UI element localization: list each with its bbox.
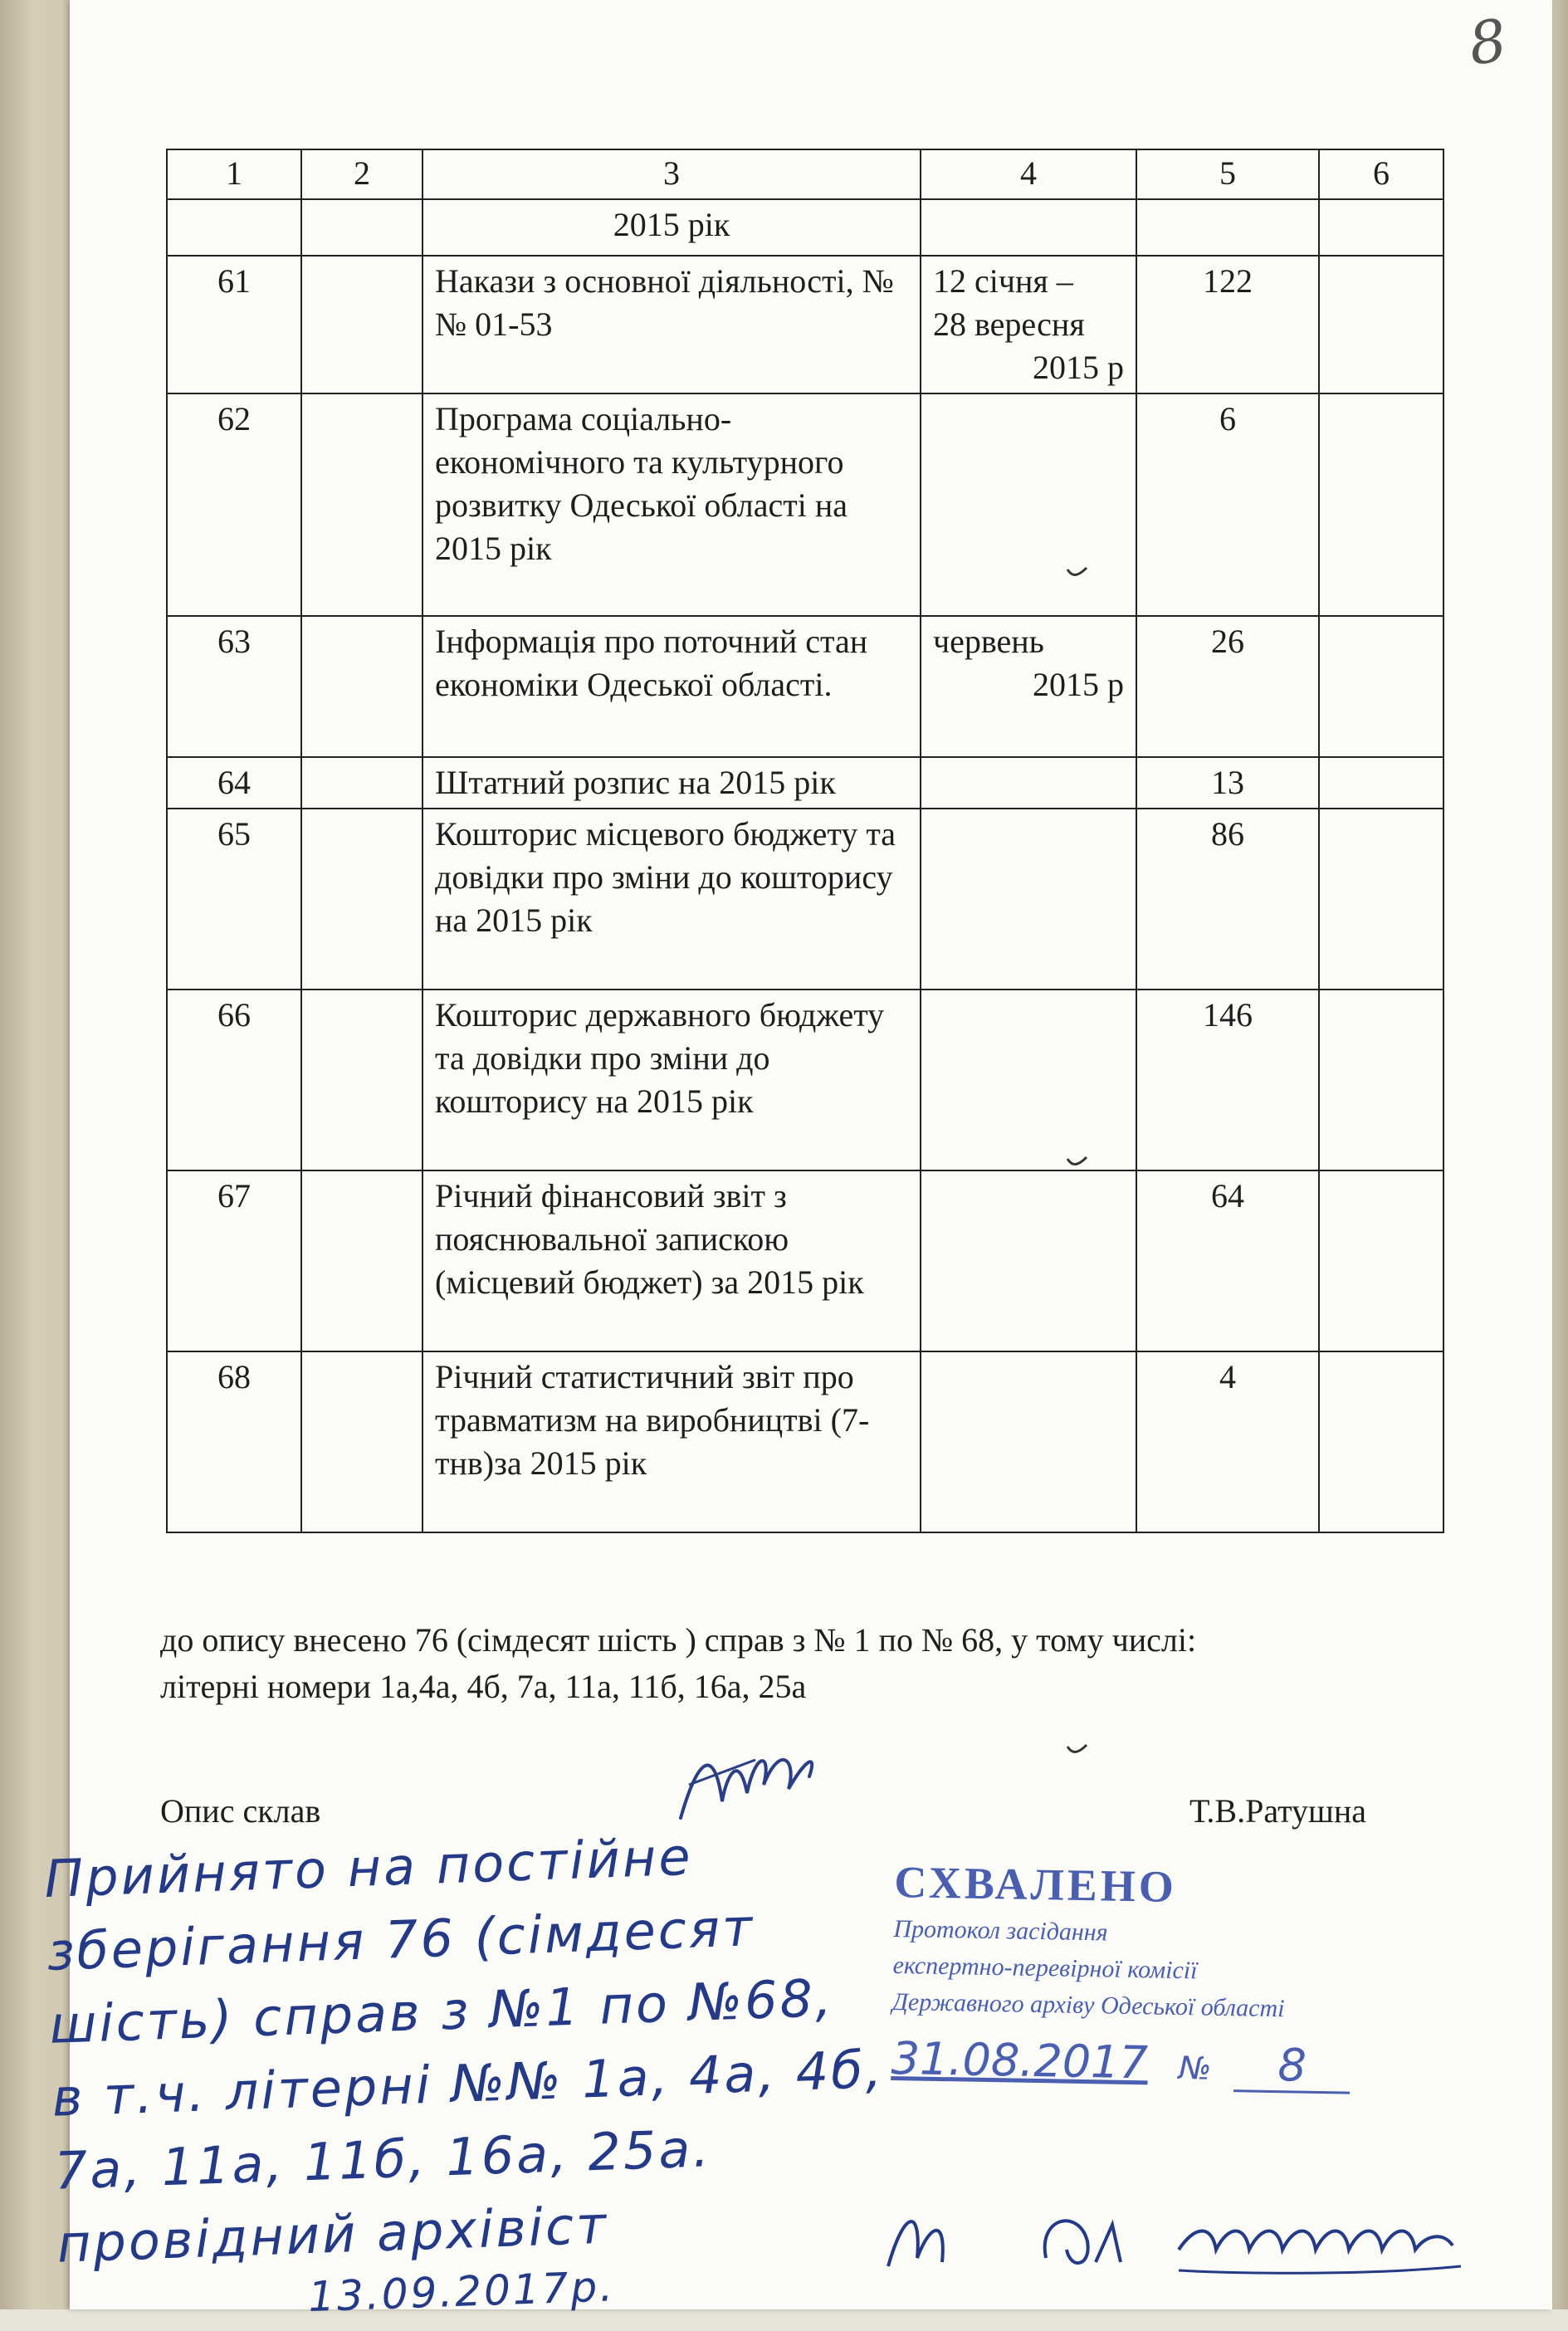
handwritten-line: Прийнято на постійне xyxy=(43,1825,694,1909)
case-title: Річний статистичний звіт про травматизм на виробництві (7-тнв)за 2015 рік xyxy=(423,1351,921,1532)
sheet-count: 122 xyxy=(1136,256,1319,393)
case-title: Кошторис державного бюджету та довідки про зміни до кошторису на 2015 рік xyxy=(423,990,921,1170)
sheet-count: 86 xyxy=(1136,809,1319,990)
sheet-count: 6 xyxy=(1136,393,1319,616)
case-number: 62 xyxy=(167,393,301,616)
index-cell xyxy=(301,757,423,809)
case-number: 67 xyxy=(167,1170,301,1351)
sheet-count: 13 xyxy=(1136,757,1319,809)
sheet-count: 26 xyxy=(1136,616,1319,757)
table-row xyxy=(167,1351,1443,1532)
note-cell xyxy=(1319,990,1443,1170)
case-title: Річний фінансовий звіт з пояснювальної запискою (місцевий бюджет) за 2015 рік xyxy=(423,1170,921,1351)
case-title: Програма соціально-економічного та культурного розвитку Одеської області на 2015 рік xyxy=(423,393,921,616)
stamp-number-label: № xyxy=(1178,2050,1212,2087)
table-row xyxy=(167,393,1443,616)
case-dates xyxy=(921,809,1136,990)
handwritten-date: 13.09.2017р. xyxy=(307,2262,616,2322)
case-number: 63 xyxy=(167,616,301,757)
table-row xyxy=(167,1170,1443,1351)
index-cell xyxy=(301,393,423,616)
check-mark-icon xyxy=(1065,1742,1090,1758)
stamp-line: Протокол засідання xyxy=(893,1914,1108,1947)
table-row xyxy=(167,809,1443,990)
stamp-line: експертно-перевірної комісії xyxy=(892,1951,1198,1985)
check-mark-icon xyxy=(1065,1154,1090,1170)
case-title: Штатний розпис на 2015 рік xyxy=(423,757,921,809)
table-row xyxy=(167,990,1443,1170)
case-title: Кошторис місцевого бюджету та довідки про зміни до кошторису на 2015 рік xyxy=(423,809,921,990)
inventory-table xyxy=(166,149,1444,1533)
note-cell xyxy=(1319,1351,1443,1532)
index-cell xyxy=(301,256,423,393)
case-dates xyxy=(921,990,1136,1170)
year-heading-row xyxy=(167,199,1443,256)
case-title: Інформація про поточний стан економіки Одеської області. xyxy=(423,616,921,757)
handwritten-acceptance-note xyxy=(43,1815,886,2330)
case-number: 68 xyxy=(167,1351,301,1532)
sheet-count: 146 xyxy=(1136,990,1319,1170)
column-header: 3 xyxy=(423,149,921,199)
column-header: 4 xyxy=(921,149,1136,199)
note-cell xyxy=(1319,809,1443,990)
date-line: 28 вересня xyxy=(933,305,1085,343)
note-cell xyxy=(1319,393,1443,616)
case-dates xyxy=(921,1170,1136,1351)
index-cell xyxy=(301,616,423,757)
table-row xyxy=(167,757,1443,809)
handwritten-line: 7а, 11а, 11б, 16а, 25а. xyxy=(53,2118,713,2202)
case-number: 61 xyxy=(167,256,301,393)
signer-name: Т.В.Ратушна xyxy=(1189,1792,1366,1830)
table-row xyxy=(167,256,1443,393)
case-dates xyxy=(921,616,1136,757)
case-dates xyxy=(921,757,1136,809)
summary-note xyxy=(160,1617,1455,1710)
case-title: Накази з основної діяльності, №№ 01-53 xyxy=(423,256,921,393)
archivist-signature xyxy=(880,2192,1561,2283)
column-header: 1 xyxy=(167,149,301,199)
handwritten-line: провідний архівіст xyxy=(56,2194,610,2275)
summary-line-1: до опису внесено 76 (сімдесят шість ) справ з № 1 по № 68, у тому числі: xyxy=(160,1621,1197,1659)
note-cell xyxy=(1319,1170,1443,1351)
case-number: 66 xyxy=(167,990,301,1170)
date-line: червень xyxy=(933,623,1044,660)
handwritten-line: в т.ч. літерні №№ 1а, 4а, 4б, xyxy=(51,2038,886,2128)
case-number: 65 xyxy=(167,809,301,990)
date-line: 2015 р xyxy=(1033,349,1124,386)
table-row xyxy=(167,616,1443,757)
year-heading: 2015 рік xyxy=(423,199,921,256)
stamp-line: Державного архіву Одеської області xyxy=(891,1987,1285,2023)
summary-line-2: літерні номери 1а,4а, 4б, 7а, 11а, 11б, 16а, 25а xyxy=(160,1668,807,1705)
index-cell xyxy=(301,1351,423,1532)
stamp-title: СХВАЛЕНО xyxy=(893,1856,1178,1912)
stamp-date: 31.08.2017 xyxy=(891,2031,1149,2089)
index-cell xyxy=(301,809,423,990)
check-mark-icon xyxy=(1065,564,1090,581)
case-dates xyxy=(921,1351,1136,1532)
table-header-row xyxy=(167,149,1443,199)
date-line: 12 січня – xyxy=(933,262,1073,300)
column-header: 5 xyxy=(1136,149,1319,199)
note-cell xyxy=(1319,256,1443,393)
stamp-number: 8 xyxy=(1233,2040,1351,2094)
note-cell xyxy=(1319,757,1443,809)
case-dates xyxy=(921,393,1136,616)
index-cell xyxy=(301,1170,423,1351)
case-number: 64 xyxy=(167,757,301,809)
approval-stamp xyxy=(891,1853,1393,2096)
stamp-date-number xyxy=(891,2031,1390,2096)
date-line: 2015 р xyxy=(1033,666,1124,703)
index-cell xyxy=(301,990,423,1170)
handwritten-line: шість) справ з №1 по №68, xyxy=(48,1967,835,2055)
note-cell xyxy=(1319,616,1443,757)
signer-role: Опис склав xyxy=(160,1792,321,1830)
page-number: 8 xyxy=(1464,6,1512,79)
handwritten-line: зберігання 76 (сімдесят xyxy=(46,1897,756,1982)
sheet-count: 4 xyxy=(1136,1351,1319,1532)
column-header: 6 xyxy=(1319,149,1443,199)
case-dates xyxy=(921,256,1136,393)
sheet-count: 64 xyxy=(1136,1170,1319,1351)
column-header: 2 xyxy=(301,149,423,199)
